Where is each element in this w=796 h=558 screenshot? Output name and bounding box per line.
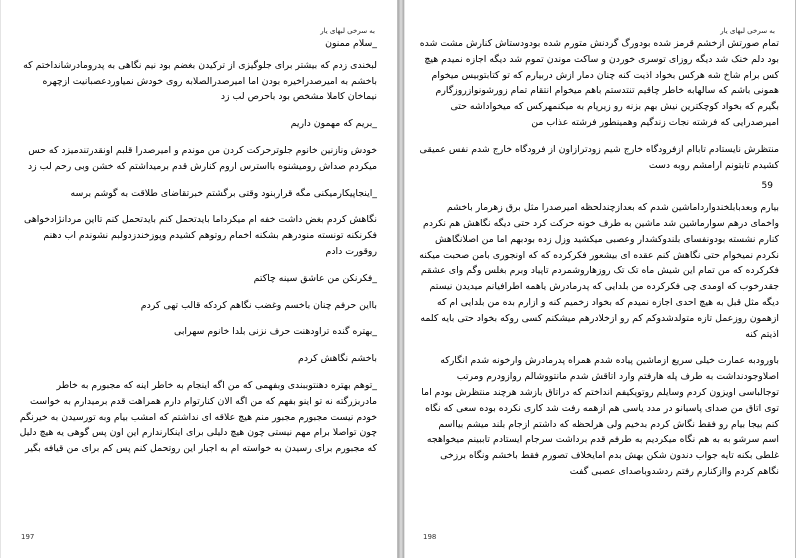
paragraph: خودش ونازنین خانوم جلوترحرکت کردن من موندم و امیرصدرا قلبم اونقدرتندمیزد که حس میکردم صداش رومیشنوه بااسترس اروم کنارش قدم برمیداشتم که خشن وبی رحم لب زد: [27, 144, 377, 172]
right-page: [404, 0, 796, 558]
right-page-text: [419, 36, 779, 486]
paragraph: تمام صورتش ازخشم قرمز شده بودورگ گردنش متورم شده بودودستاش کنارش مشت شده بود دلم خنک شد دیگه روزای توسری خوردن و ساکت موندن تموم شد دیگه اجازه نمیدم هیچ کس برام شاخ شه هرکس بخواد اذیت کنه چنان دمار ازش دربیارم که تو کتابتوبیس میخوام همونی باشم که سالهابه خاطر چاقیم تنتدستم باهم میخوام انتقام تمام زورشونوازروزگارم بگیرم که بخواد کوچکترین نیش بهم بزنه رو زیرپام به میکنمهرکس که میخواداشه حتی امیرصدرایی که فرشته نجات زندگیم وهمینطور فرشته عذاب من: [419, 38, 779, 128]
paragraph: _بهتره گنده تراودهنت حرف نزنی بلدا خانوم سهرابی: [174, 326, 377, 338]
paragraph: _سلام ممنون: [325, 38, 377, 49]
paragraph: _اینجاپیکارمیکنی مگه قراربنود وقتی برگشتم خبرتقاضای طلاقت به گوشم برسه: [70, 187, 377, 199]
running-head: به سرخی لبهای یار: [720, 27, 775, 35]
paragraph: منتظرش نایستادم تاباام ازفرودگاه خارج شیم زودترازاون از فرودگاه خارج شدم نفس عمیقی کشیدم تابتونم ارامشم روبه دست: [419, 143, 779, 171]
inline-page-number: 59: [761, 181, 773, 192]
paragraph: نگاهش کردم بغض داشت خفه ام میکرداما بایدتحمل کنم بایدتحمل کنم تااین مردانژادخواهی فکرنکنه تونسته منودرهم بشکنه اخمام روتوهم کشیدم وپوزخندزدولبم نشوندم اب دهنم روقورت دادم: [24, 214, 377, 257]
page-number: 197: [21, 533, 35, 541]
paragraph: _فکرنکن من عاشق سینه چاکتم: [253, 272, 377, 284]
paragraph: بااین حرفم چنان باخسم وغضب نگاهم کردکه قالب تهی کردم: [140, 299, 377, 311]
paragraph: لبخندی زدم که بیشتر برای جلوگیزی از ترکیدن بغضم بود نیم نگاهی به پدرومادرشانداختم که باخشم به امیرصدراخیره بودن اما امیرصدرالصلابه روی خودش نمیاوردعصبانیت ازچهره نیماخان کاملا مشخص بود باحرص لب زد: [23, 59, 377, 103]
paragraph: _بریم که مهمون داریم: [290, 118, 377, 130]
page-number: 198: [423, 533, 437, 541]
paragraph: باخشم نگاهش کردم: [298, 353, 377, 365]
paragraph: بیارم وبعدبابلخندوارداماشین شدم که بعدازچندلحظه امیرصدرا مثل برق زهرمار باخشم واخمای درهم سوارماشین شد ماشین به طرف خونه حرکت کرد حتی دیگه نگاهش هم نکردم کنارم نشسته بودونفسای بلندوکشدار وعصبی میکشید وزل زده بودبهم اما من اصلانگاهش نکردم نمیخوام حتی نگاهش کنم عقده ای بیشعور فکرکرده که که اونجوری بامن صحبت میکنه فکرکرده که من تمام این شیش ماه تک تک روزهاروشمردم تاپیاد وبرم بغلس وگم وای عشقم جقدرخوب که اومدی چی فکرکرده من بلدایی که پدرمادرش یاهمه اطرافیانم میدیدن نیستم دیگه مثل قبل به هیچ احدی اجازه نمیدم که بخواد زخمیم کنه و ازارم بده من بلدایی ام که ازهمون روزعمل تازه متولدشدوکم کم رو ازخلادرهم میشکنم کسی روکه بخواد حتی بایه کلمه اذیتم کنه: [419, 202, 779, 340]
paragraph: باورودبه عمارت خیلی سریع ازماشین پیاده شدم همراه پدرمادرش وارخونه شدم انگارکه اصلاوجودنداشت به طرف پله هارفتم وارد اتاقش شدم مانتووشالم روازودرم ومرتب توجالباسی اویزون کردم وسایلم روتویکیفم انداختم که دراتاق بازشد هرچند منتظرش بودم اما توی اتاق من صدای پاسبانو در مدد یاسی هم ازهمه رفت شد کاری نکرده بوده سعی که نگاه کنم بیجا بیام رو فقط نگاش کردم بدخیم ولی هرلحظه که داشتم ازجام بلند میشم بیااسم اسم سرشو به به هم نگاه میکردیم به طرفم قدم برداشت سرجام ایستادم تاببینم میخواهجه غلطی بکنه تایه جواب دندون شکن بهش بدم امایخلاف تصورم فقط باخشم ونگاه برزخی نگاهم کردم واازکنارم رفتم ردشدوباصدای عصبی گفت: [421, 355, 779, 477]
running-head: به سرخی لبهای یار: [320, 27, 375, 35]
paragraph: _توهم بهتره دهنتوببندی وبفهمی که من اگه اینجام به خاطر اینه که مجبورم به خاطر مادربزرگته نه تو اینو بفهم که من اگه الان کنارتوام دارم همراهت قدم برمیدارم به خواست خودم نیست مجبورم مجبور منم هیچ علاقه ای نداشتم که امشب بیام وبه تورسیدن به خیرنگم چون تواصلا برام مهم نیستی چون هیچ دلیلی برای اینکارندارم این اون پس گوهی یه هیچ دلیل که مجبورم برای رسیدن به خواسته ام به اجبار این روتحمل کنم پس کم برای من قیافه بگیر: [19, 379, 377, 455]
left-page-text: [17, 36, 377, 463]
